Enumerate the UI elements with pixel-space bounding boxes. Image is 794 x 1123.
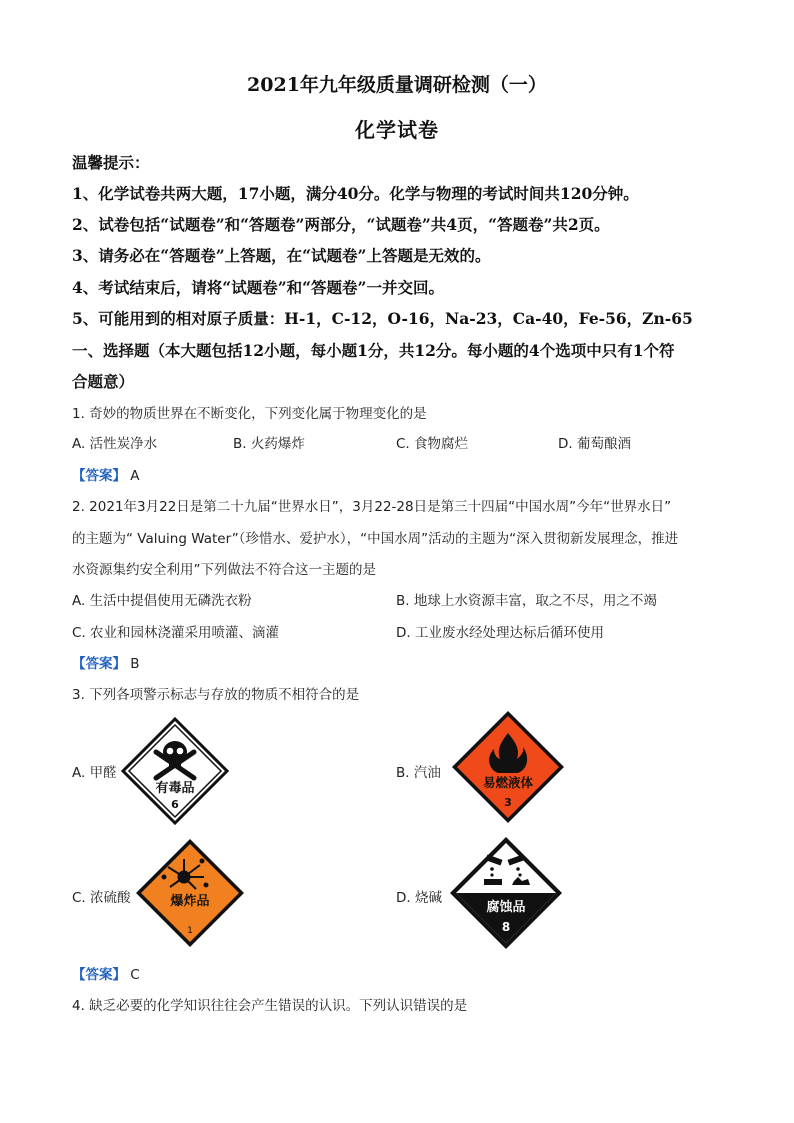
option-c: C. 浓硫酸 bbox=[72, 890, 131, 906]
question-stem: 3. 下列各项警示标志与存放的物质不相符合的是 bbox=[72, 687, 360, 703]
option-b: B. 汽油 bbox=[396, 765, 441, 781]
tip-item: 1、化学试卷共两大题，17小题，满分40分。化学与物理的考试时间共120分钟。 bbox=[72, 184, 639, 203]
option-b: B. 火药爆炸 bbox=[233, 436, 305, 452]
option-a: A. 生活中提倡使用无磷洗衣粉 bbox=[72, 593, 252, 609]
option-c: C. 农业和园林浇灌采用喷灌、滴灌 bbox=[72, 625, 280, 641]
tip-item: 4、考试结束后，请将“试题卷”和“答题卷”一并交回。 bbox=[72, 278, 444, 297]
option-a: A. 甲醛 bbox=[72, 765, 117, 781]
explosive-sign bbox=[134, 837, 246, 949]
tip-item: 3、请务必在“答题卷”上答题，在“试题卷”上答题是无效的。 bbox=[72, 246, 491, 265]
question-stem: 2. 2021年3月22日是第二十九届“世界水日”，3月22-28日是第三十四届“中国水周”今年“世界水日” bbox=[72, 499, 672, 515]
corrosive-sign bbox=[448, 835, 564, 951]
tips-heading: 温馨提示： bbox=[72, 153, 150, 172]
question-stem-cont: 的主题为“ Valuing Water”（珍惜水、爱护水），“中国水周”活动的主题为“深入贯彻新发展理念，推进 bbox=[72, 531, 679, 547]
answer-value: A bbox=[130, 468, 140, 484]
question-stem-cont: 水资源集约安全利用”下列做法不符合这一主题的是 bbox=[72, 562, 376, 578]
section-heading-cont: 合题意） bbox=[72, 372, 135, 391]
sign-label: 易燃液体 bbox=[482, 775, 534, 790]
option-d: D. 工业废水经处理达标后循环使用 bbox=[396, 625, 604, 641]
sign-class-number: 1 bbox=[187, 926, 193, 936]
sign-label: 爆炸品 bbox=[170, 894, 210, 909]
answer-line bbox=[72, 652, 140, 672]
question-stem: 4. 缺乏必要的化学知识往往会产生错误的认识。下列认识错误的是 bbox=[72, 998, 468, 1014]
option-c: C. 食物腐烂 bbox=[396, 436, 469, 452]
question-stem: 1. 奇妙的物质世界在不断变化，下列变化属于物理变化的是 bbox=[72, 406, 427, 422]
answer-value: C bbox=[130, 967, 140, 983]
tip-item: 5、可能用到的相对原子质量：H-1，C-12，O-16，Na-23，Ca-40，Fe-56，Zn-65 bbox=[72, 309, 693, 328]
option-a: A. 活性炭净水 bbox=[72, 436, 158, 452]
sign-label: 腐蚀品 bbox=[486, 900, 526, 915]
answer-line bbox=[72, 963, 140, 983]
sign-class-number: 3 bbox=[504, 796, 512, 809]
option-b: B. 地球上水资源丰富，取之不尽，用之不竭 bbox=[396, 593, 657, 609]
answer-tag: 【答案】 bbox=[72, 656, 126, 672]
answer-line bbox=[72, 464, 140, 484]
answer-tag: 【答案】 bbox=[72, 967, 126, 983]
answer-value: B bbox=[130, 656, 140, 672]
flammable-liquid-sign bbox=[450, 709, 566, 825]
option-d: D. 烧碱 bbox=[396, 890, 442, 906]
sign-label: 有毒品 bbox=[155, 781, 195, 796]
answer-tag: 【答案】 bbox=[72, 468, 126, 484]
page-subtitle: 化学试卷 bbox=[355, 118, 439, 142]
toxic-hazard-sign bbox=[120, 716, 230, 826]
section-heading: 一、选择题（本大题包括12小题，每小题1分，共12分。每小题的4个选项中只有1个符 bbox=[72, 341, 675, 360]
option-d: D. 葡萄酿酒 bbox=[558, 436, 631, 452]
tip-item: 2、试卷包括“试题卷”和“答题卷”两部分，“试题卷”共4页，“答题卷”共2页。 bbox=[72, 215, 610, 234]
sign-class-number: 8 bbox=[501, 920, 511, 934]
page-title: 2021年九年级质量调研检测（一） bbox=[247, 74, 547, 96]
sign-class-number: 6 bbox=[171, 798, 179, 811]
